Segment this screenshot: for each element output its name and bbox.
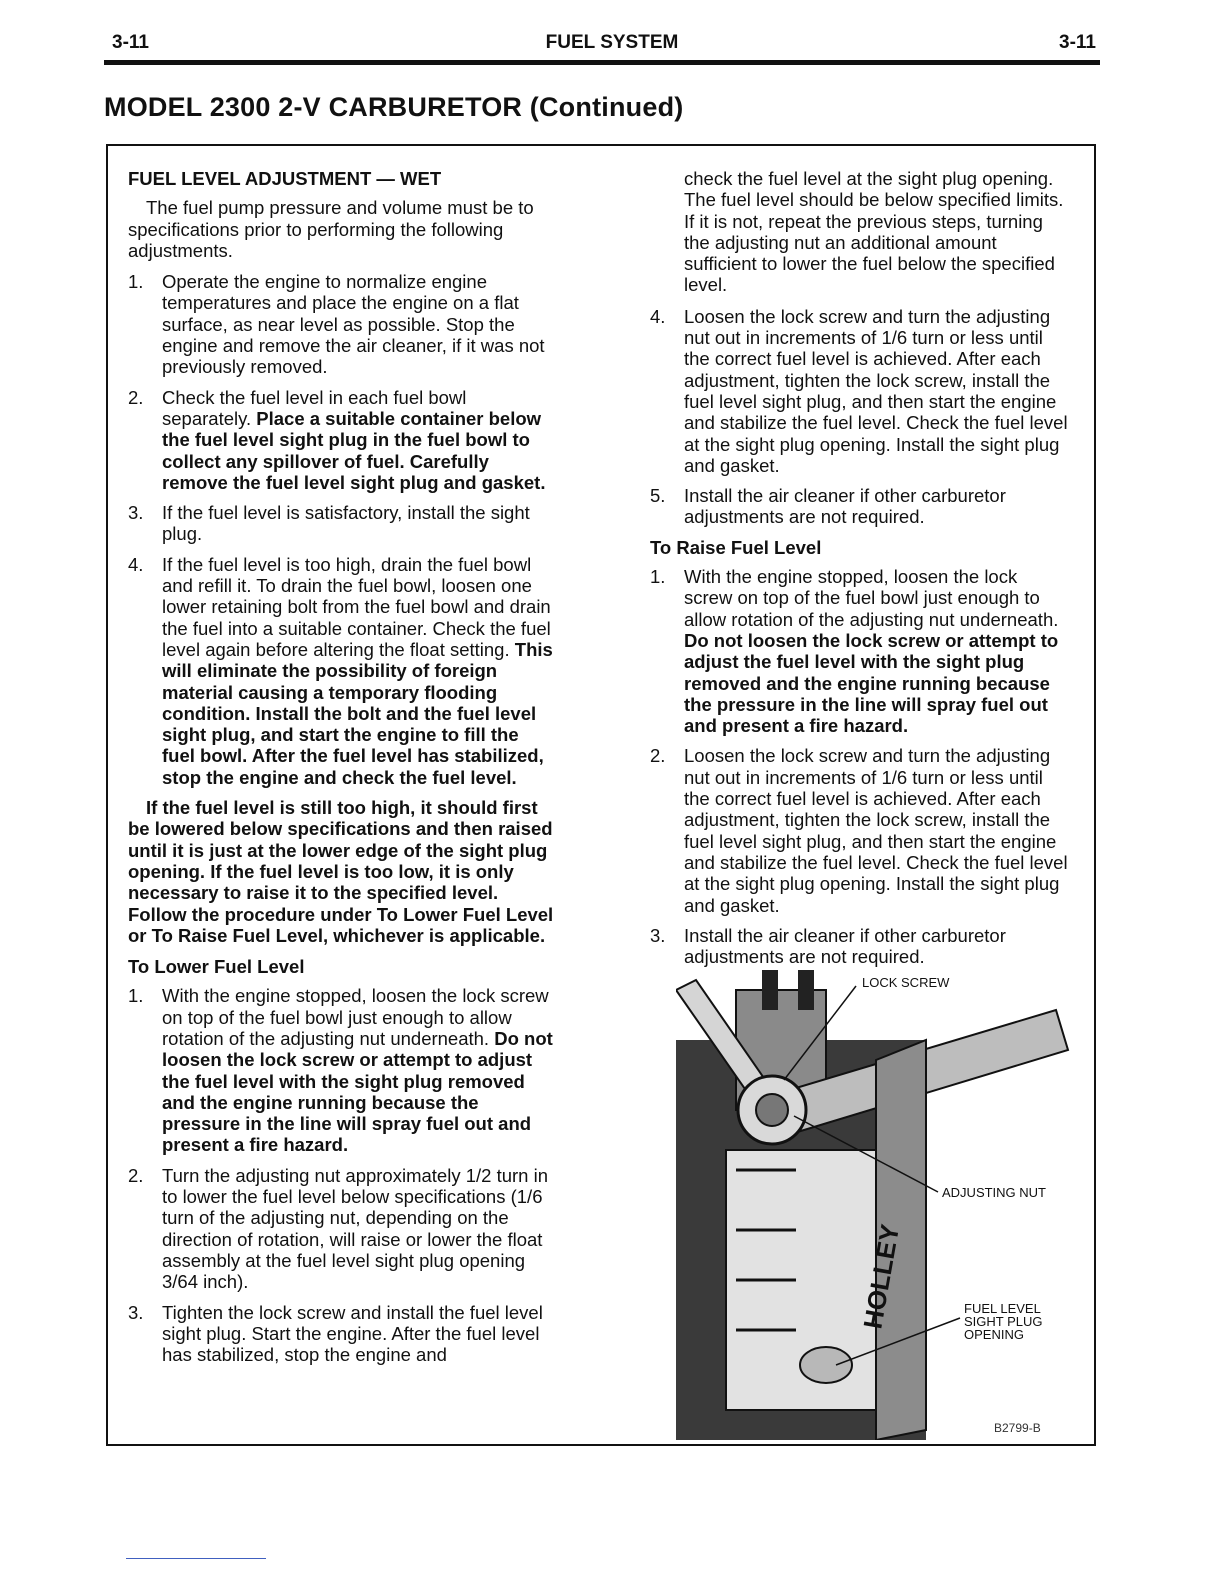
figure-code: B2799-B bbox=[994, 1421, 1041, 1435]
lock-screw-shaft bbox=[762, 970, 778, 1010]
intro-paragraph: The fuel pump pressure and volume must be to specifications prior to performing the following adjustments. bbox=[128, 197, 534, 261]
step-text: With the engine stopped, loosen the lock screw on top of the fuel bowl just enough to allow rotation of the adjusting nut underneath. bbox=[684, 566, 1059, 630]
step-number: 3. bbox=[650, 924, 666, 946]
step-text: With the engine stopped, loosen the lock screw on top of the fuel bowl just enough to allow rotation of the adjusting nut underneath. bbox=[162, 985, 549, 1049]
list-item bbox=[128, 1302, 554, 1366]
step-text: If the fuel level is satisfactory, install the sight plug. bbox=[162, 502, 530, 545]
step-warning: This will eliminate the possibility of foreign material causing a temporary flooding condition. Install the bolt and the fuel level sight plug, and start the engine to fill the fuel bowl. After the fuel level has stabilized, stop the engine and check the fuel level. bbox=[162, 638, 553, 788]
step-number: 1. bbox=[650, 566, 666, 588]
step-text: Check the fuel level in each fuel bowl separately. bbox=[162, 386, 467, 429]
list-item bbox=[650, 485, 1070, 528]
step-number: 3. bbox=[128, 1301, 144, 1323]
step-number: 4. bbox=[650, 305, 666, 327]
step-warning: Do not loosen the lock screw or attempt to adjust the fuel level with the sight plug removed and the engine running because the pressure in the line will spray fuel out and present a fire hazard. bbox=[684, 629, 1059, 737]
list-item bbox=[128, 502, 554, 545]
step-text: Operate the engine to normalize engine temperatures and place the engine on a flat surface, as near level as possible. Stop the engine and remove the air cleaner, if it was not previously removed. bbox=[162, 271, 545, 378]
lock-screw-shaft bbox=[798, 970, 814, 1010]
raise-fuel-heading: To Raise Fuel Level bbox=[650, 536, 822, 558]
step-number: 3. bbox=[128, 502, 144, 524]
list-item bbox=[128, 1165, 554, 1293]
page-number-right: 3-11 bbox=[1059, 32, 1096, 53]
list-item bbox=[650, 306, 1070, 476]
step-text: Install the air cleaner if other carburetor adjustments are not required. bbox=[684, 924, 1006, 968]
step-number: 2. bbox=[128, 386, 144, 408]
right-column bbox=[650, 168, 1070, 976]
page-number-left: 3-11 bbox=[112, 32, 149, 53]
list-item bbox=[650, 925, 1070, 968]
step-number: 2. bbox=[650, 745, 666, 767]
step-text: If the fuel level is too high, drain the fuel bowl and refill it. To drain the fuel bowl, loosen one lower retaining bolt from the fuel bowl and drain the fuel into a suitable container. Check the fuel level again before altering the float setting. bbox=[162, 553, 551, 660]
step-number: 1. bbox=[128, 271, 144, 293]
label-lock-screw: LOCK SCREW bbox=[862, 975, 950, 990]
note-paragraph: If the fuel level is still too high, it should first be lowered below specifications and then raised until it is just at the lower edge of the sight plug opening. If the fuel level is too low, it is only necessary to raise it to the specified level. Follow the procedure under To Lower Fuel Level or To Raise Fuel Level, whichever is applicable. bbox=[128, 797, 554, 946]
page-title: MODEL 2300 2-V CARBURETOR (Continued) bbox=[104, 92, 684, 122]
sight-plug-opening bbox=[800, 1347, 852, 1383]
left-column bbox=[128, 168, 554, 1374]
step-warning: Place a suitable container below the fuel level sight plug in the fuel bowl to collect any spillover of fuel. Carefully remove the fuel level sight plug and gasket. bbox=[162, 407, 546, 493]
carburetor-drawing bbox=[676, 970, 1072, 1440]
step-number: 4. bbox=[128, 553, 144, 575]
label-adjusting-nut: ADJUSTING NUT bbox=[942, 1185, 1046, 1200]
step-text: Install the air cleaner if other carburetor adjustments are not required. bbox=[684, 485, 1006, 528]
step-number: 5. bbox=[650, 485, 666, 507]
lower-fuel-heading: To Lower Fuel Level bbox=[128, 956, 305, 978]
list-item bbox=[128, 387, 554, 493]
list-item bbox=[128, 271, 554, 377]
step-warning: Do not loosen the lock screw or attempt to adjust the fuel level with the sight plug removed and the engine running because the pressure in the line will spray fuel out and present a fire hazard. bbox=[162, 1027, 553, 1156]
continued-paragraph: check the fuel level at the sight plug opening. The fuel level should be below specified limits. If it is not, repeat the previous steps, turning the adjusting nut an additional amount sufficient to lower the fuel below the specified level. bbox=[684, 168, 1064, 296]
adjusting-nut-center bbox=[756, 1094, 788, 1126]
step-number: 2. bbox=[128, 1164, 144, 1186]
procedure-heading: FUEL LEVEL ADJUSTMENT — WET bbox=[128, 168, 442, 189]
list-item bbox=[128, 554, 554, 788]
step-text: Loosen the lock screw and turn the adjusting nut out in increments of 1/6 turn or less until the correct fuel level is achieved. After each adjustment, tighten the lock screw, install the fuel level sight plug, and then start the engine and stabilize the fuel level. Check the fuel level at the sight plug opening. Install the sight plug and gasket. bbox=[684, 745, 1068, 916]
label-sight-plug: FUEL LEVEL SIGHT PLUG OPENING bbox=[964, 1301, 1043, 1342]
step-text: Tighten the lock screw and install the fuel level sight plug. Start the engine. After the fuel level has stabilized, stop the engine and bbox=[162, 1301, 543, 1366]
footnote-divider bbox=[126, 1558, 266, 1559]
step-number: 1. bbox=[128, 985, 144, 1007]
list-item bbox=[650, 566, 1070, 736]
carburetor-illustration bbox=[676, 970, 1072, 1440]
section-title: FUEL SYSTEM bbox=[545, 32, 679, 53]
list-item bbox=[650, 745, 1070, 915]
step-text: Loosen the lock screw and turn the adjusting nut out in increments of 1/6 turn or less until the correct fuel level is achieved. After each adjustment, tighten the lock screw, install the fuel level sight plug, and then start the engine and stabilize the fuel level. Check the fuel level at the sight plug opening. Install the sight plug and gasket. bbox=[684, 305, 1068, 476]
step-text: Turn the adjusting nut approximately 1/2 turn in to lower the fuel level below specifications (1/6 turn of the adjusting nut, depending on the direction of rotation, will raise or lower the float assembly at the fuel level sight plug opening 3/64 inch). bbox=[162, 1164, 548, 1293]
header-rule bbox=[104, 60, 1100, 65]
list-item bbox=[128, 985, 554, 1155]
bowl-brand-text: HOLLEY bbox=[857, 1221, 906, 1332]
